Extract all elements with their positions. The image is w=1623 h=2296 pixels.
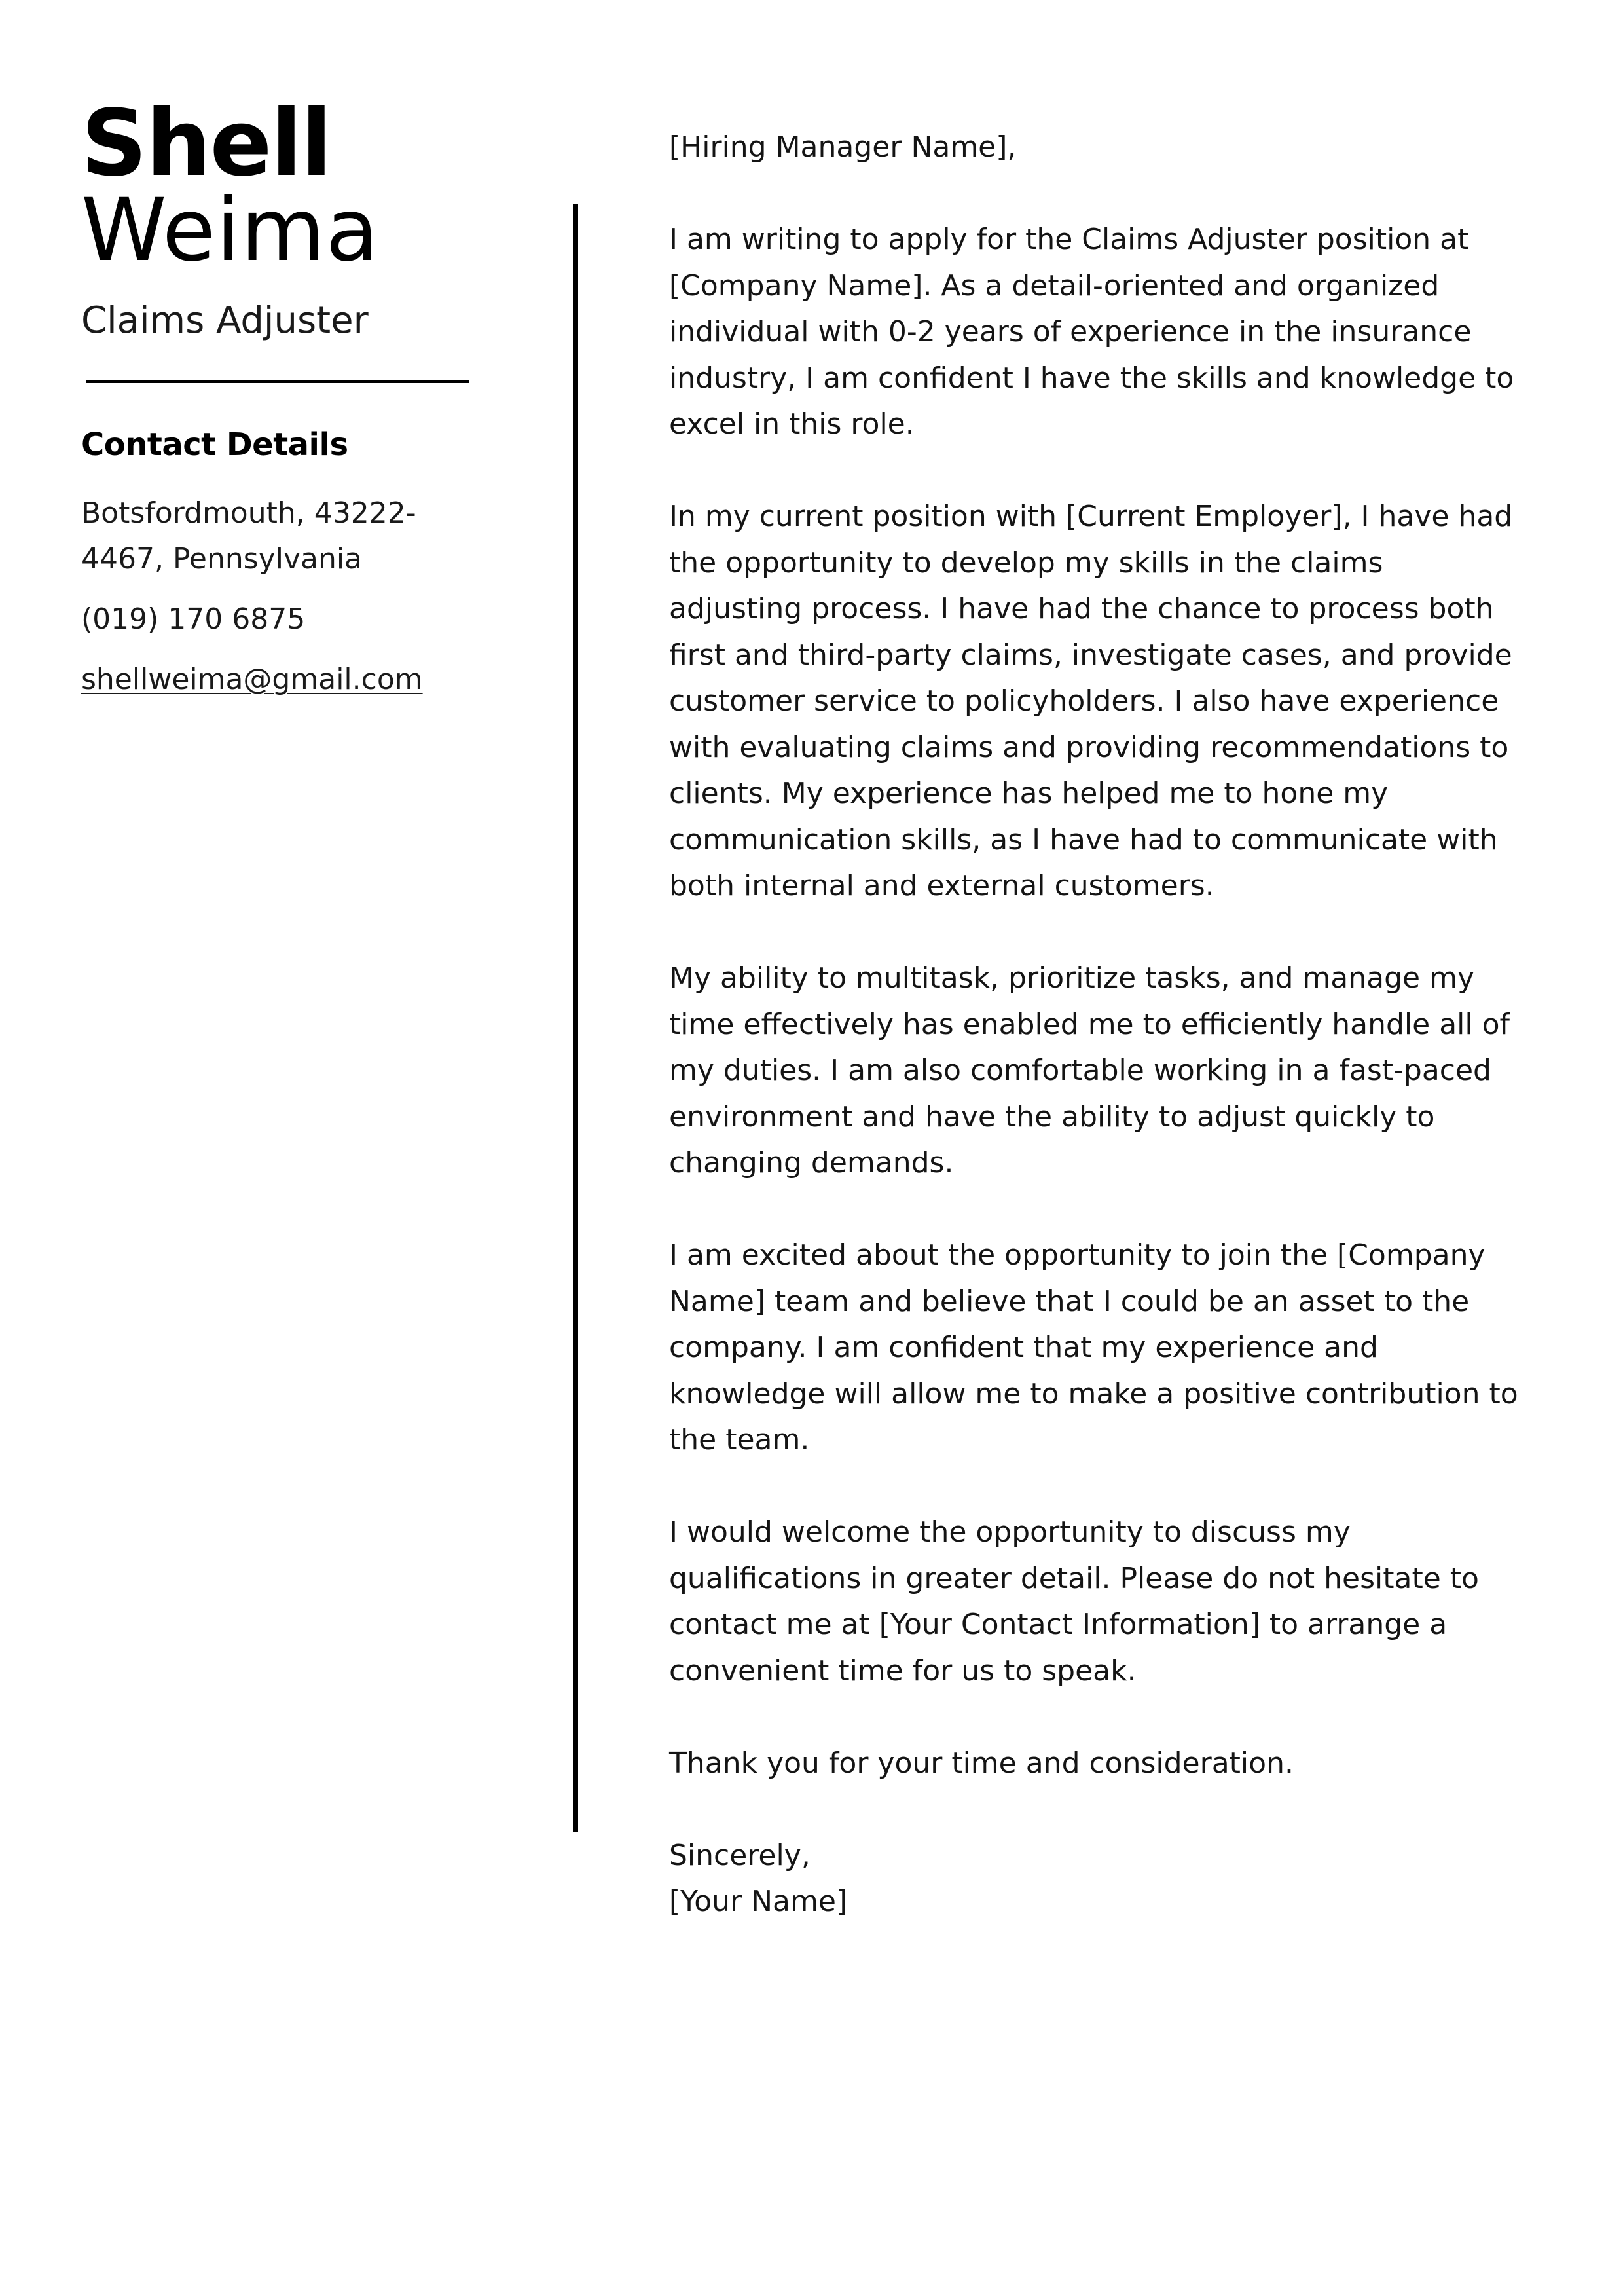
signature: [Your Name] bbox=[669, 1885, 848, 1918]
letter-paragraph-6: Thank you for your time and consideration. bbox=[669, 1746, 1294, 1780]
contact-phone: (019) 170 6875 bbox=[81, 602, 306, 636]
letter-body bbox=[669, 124, 1520, 1925]
salutation: [Hiring Manager Name], bbox=[669, 130, 1017, 164]
letter-paragraph-3: My ability to multitask, prioritize tasks, and manage my time effectively has enabled me to efficiently handle all of my duties. I am also comfortable working in a fast-paced environment and have the ability to adjust quickly to changing demands. bbox=[669, 961, 1510, 1179]
letter-paragraph-2: In my current position with [Current Employer], I have had the opportunity to develop my skills in the claims adjusting process. I have had the chance to process both first and third-party claims, investigate cases, and provide customer service to policyholders. I also have experience with evaluating claims and providing recommendations to clients. My experience has helped me to hone my communication skills, as I have had to communicate with both internal and external customers. bbox=[669, 500, 1513, 902]
last-name: Weima bbox=[81, 180, 380, 281]
letter-paragraph-5: I would welcome the opportunity to discuss my qualifications in greater detail. Please do not hesitate to contact me at [Your Contact Information] to arrange a convenient time for us to speak. bbox=[669, 1515, 1479, 1688]
vertical-divider bbox=[573, 204, 578, 1832]
contact-email-link[interactable]: shellweima@gmail.com bbox=[81, 662, 423, 696]
job-title: Claims Adjuster bbox=[81, 299, 369, 342]
sidebar-divider bbox=[86, 380, 469, 383]
sign-off: Sincerely, bbox=[669, 1838, 811, 1872]
contact-heading: Contact Details bbox=[81, 426, 348, 464]
contact-address: Botsfordmouth, 43222-4467, Pennsylvania bbox=[81, 496, 416, 576]
letter-paragraph-4: I am excited about the opportunity to join the [Company Name] team and believe that I could be an asset to the company. I am confident that my experience and knowledge will allow me to make a positive contribution to the team. bbox=[669, 1238, 1518, 1456]
first-name: Shell bbox=[81, 90, 331, 197]
sidebar bbox=[81, 90, 474, 703]
letter-paragraph-1: I am writing to apply for the Claims Adjuster position at [Company Name]. As a detail-oriented and organized individual with 0-2 years of experience in the insurance industry, I am confident I have the skills and knowledge to excel in this role. bbox=[669, 223, 1514, 441]
